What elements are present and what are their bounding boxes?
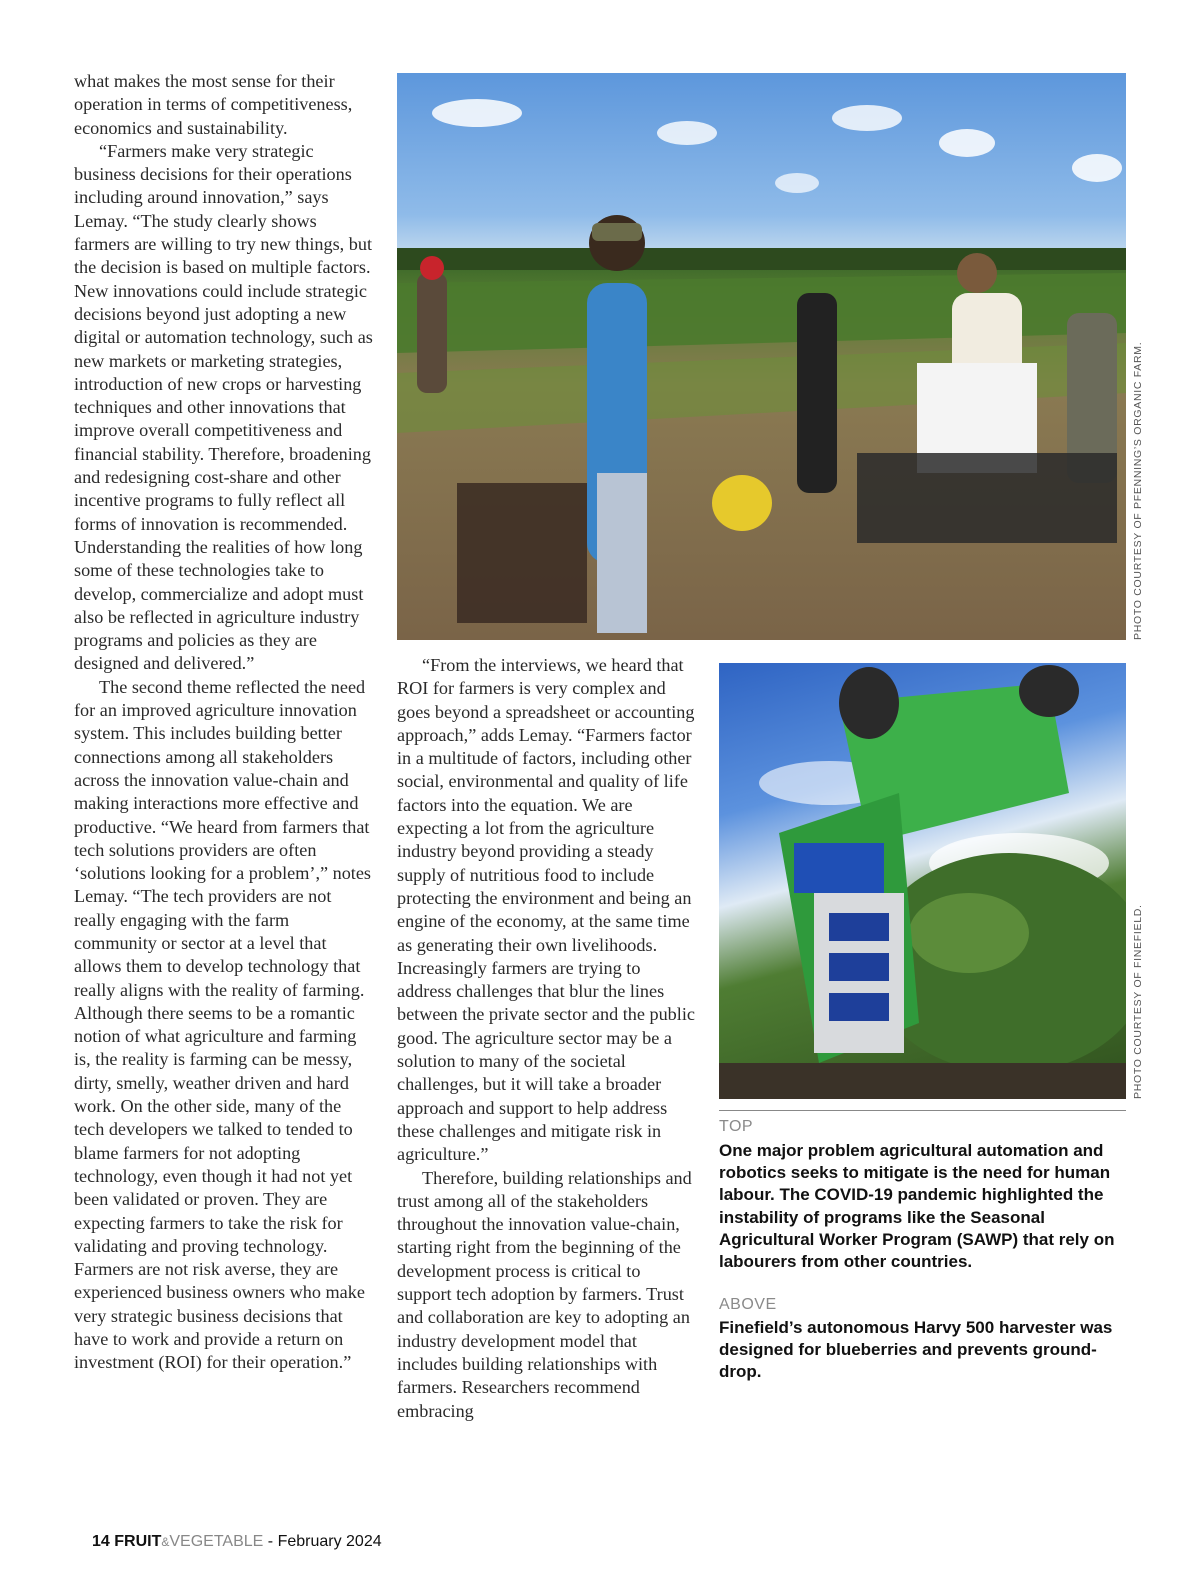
caption-text-above: Finefield’s autonomous Harvy 500 harvester was designed for blueberries and prevents ground-drop. bbox=[719, 1318, 1113, 1382]
paragraph: The second theme reflected the need for an improved agriculture innovation system. This includes building better connections among all stakeholders across the innovation value-chain and making interactions more effective and productive. “We heard from farmers that tech solutions providers are often ‘solutions looking for a problem’,” notes Lemay. “The tech providers are not really engaging with the farm community or sector at a level that allows them to develop technology that really aligns with the reality of farming. Although there seems to be a romantic notion of what agriculture and farming is, the reality is farming can be messy, dirty, smelly, weather driven and hard work. On the other side, many of the tech developers we talked to tended to blame farmers for not adopting technology, even though it had not yet been validated or proven. They are expecting farmers to take the risk for validating and proving technology. Farmers are not risk averse, they are experienced business owners who make very strategic business decisions that have to work and provide a return on investment (ROI) for their operation.” bbox=[74, 676, 372, 1373]
issue-date: - February 2024 bbox=[263, 1533, 382, 1550]
photo-harvester bbox=[719, 663, 1126, 1099]
caption-divider bbox=[719, 1110, 1126, 1111]
magazine-name-second: VEGETABLE bbox=[169, 1533, 264, 1550]
paragraph: Therefore, building relationships and trust among all of the stakeholders throughout the innovation value-chain, starting right from the beginning of the development process is critical to support tech adoption by farmers. Trust and collaboration are key to adopting an industry development model that includes building relationships with farmers. Researchers recommend embracing bbox=[397, 1167, 692, 1421]
caption-text-top: One major problem agricultural automation and robotics seeks to mitigate is the need for human labour. The COVID-19 pandemic highlighted the instability of programs like the Seasonal Agricultural Worker Program (SAWP) that rely on labourers from other countries. bbox=[719, 1141, 1115, 1272]
photo-farm-workers bbox=[397, 73, 1126, 640]
photo-credit: PHOTO COURTESY OF PFENNING’S ORGANIC FARM. bbox=[1132, 341, 1144, 640]
paragraph: “From the interviews, we heard that ROI for farmers is very complex and goes beyond a spreadsheet or accounting approach,” adds Lemay. “Farmers factor in a multitude of factors, including other social, environmental and quality of life factors into the equation. We are expecting a lot from the agriculture industry beyond providing a steady supply of nutritious food to include protecting the environment and being an engine of the economy, at the same time as generating their own livelihoods. Increasingly farmers are trying to address challenges that blur the lines between the private sector and the public good. The agriculture sector may be a solution to many of the societal challenges, but it will take a broader approach and support to help address these challenges and mitigate risk in agriculture.” bbox=[397, 655, 695, 1165]
article-column-1 bbox=[74, 70, 374, 1375]
page-number: 14 bbox=[92, 1533, 110, 1550]
paragraph: what makes the most sense for their operation in terms of competitiveness, economics and sustainability. bbox=[74, 71, 353, 138]
paragraph: “Farmers make very strategic business decisions for their operations including around innovation,” says Lemay. “The study clearly shows farmers are willing to try new things, but the decision is based on multiple factors. New innovations could include strategic decisions beyond just adopting a new digital or automation technology, such as new markets or marketing strategies, introduction of new crops or harvesting techniques and other innovations that improve overall competitiveness and financial stability. Therefore, broadening and redesigning cost-share and other incentive programs to fully reflect all forms of innovation is recommended. Understanding the realities of how long some of these technologies take to develop, commercialize and adopt must also be reflected in agriculture industry programs and policies as they are designed and delivered.” bbox=[74, 140, 373, 674]
magazine-name-first: FRUIT bbox=[114, 1533, 162, 1550]
caption-label-above: ABOVE bbox=[719, 1296, 777, 1313]
photo-credit: PHOTO COURTESY OF FINEFIELD. bbox=[1132, 904, 1144, 1099]
magazine-name-amp: & bbox=[161, 1535, 170, 1549]
page-footer bbox=[92, 1533, 382, 1551]
article-column-2 bbox=[397, 654, 697, 1423]
caption-label-top: TOP bbox=[719, 1118, 754, 1135]
